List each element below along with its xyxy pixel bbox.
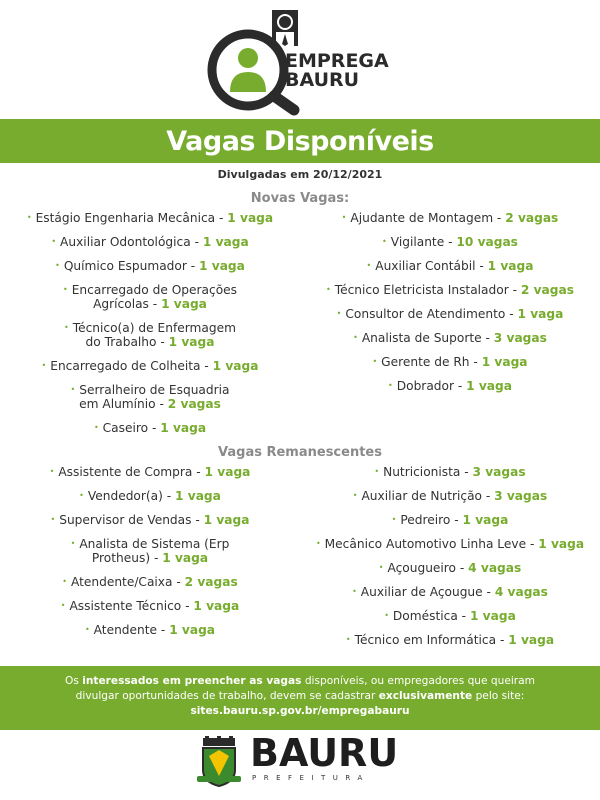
job-title: Analista de Suporte - <box>361 331 494 345</box>
title-banner <box>0 119 600 163</box>
job-item-line <box>300 331 600 345</box>
job-title: Analista de Sistema (Erp <box>79 537 230 551</box>
bullet-icon: • <box>62 285 68 294</box>
city-crest-icon <box>197 736 241 788</box>
job-title: Mecânico Automotivo Linha Leve - <box>324 537 539 551</box>
vacancy-count: 1 vaga <box>462 513 509 527</box>
bullet-icon: • <box>372 357 378 366</box>
job-title: Auxiliar de Açougue - <box>360 585 495 599</box>
job-title: Pedreiro - <box>400 513 463 527</box>
vacancy-count: 1 vaga <box>212 359 259 373</box>
job-item-line <box>300 585 600 599</box>
bullet-icon: • <box>366 261 372 270</box>
bullet-icon: • <box>345 635 351 644</box>
bullet-icon: • <box>79 491 84 500</box>
logo-line1: EMPREGA <box>285 50 389 72</box>
header <box>0 0 600 118</box>
job-title: Assistente Técnico - <box>69 599 194 613</box>
job-title: em Alumínio - <box>79 397 168 411</box>
job-item-line <box>0 623 300 637</box>
bullet-icon: • <box>341 213 347 222</box>
footer-url[interactable] <box>0 704 600 719</box>
vacancy-count: 2 vagas <box>505 211 559 225</box>
job-item-line <box>0 465 300 479</box>
vacancy-count: 1 vaga <box>162 551 209 565</box>
job-item-line <box>300 465 600 479</box>
job-title: Estágio Engenharia Mecânica - <box>35 211 228 225</box>
job-title: Atendente/Caixa - <box>70 575 185 589</box>
bullet-icon: • <box>352 491 358 500</box>
job-title: Doméstica - <box>392 609 470 623</box>
job-item-line <box>0 551 300 565</box>
bullet-icon: • <box>70 385 76 394</box>
job-item-line <box>300 561 600 575</box>
job-title: Dobrador - <box>396 379 467 393</box>
bullet-icon: • <box>391 515 397 524</box>
footer-line1 <box>0 674 600 689</box>
footer-notice <box>0 666 600 730</box>
bullet-icon: • <box>60 601 66 610</box>
footer-bold-text: interessados em preencher as vagas <box>82 675 302 687</box>
vacancy-count: 1 vaga <box>466 379 512 393</box>
job-item-line <box>0 513 300 527</box>
job-item-line <box>0 359 300 373</box>
bullet-icon: • <box>378 563 384 572</box>
job-item-line <box>300 537 600 551</box>
job-title: Gerente de Rh - <box>381 355 482 369</box>
bullet-icon: • <box>51 237 57 246</box>
logo-line2: BAURU <box>285 69 360 91</box>
job-title: Atendente - <box>93 623 170 637</box>
job-title: Vendedor(a) - <box>87 489 176 503</box>
job-title: Consultor de Atendimento - <box>345 307 518 321</box>
bullet-icon: • <box>55 261 60 270</box>
bullet-icon: • <box>388 381 393 390</box>
job-item-line <box>300 307 600 321</box>
logo-wordmark <box>285 52 389 90</box>
bullet-icon: • <box>50 515 56 524</box>
vacancy-count: 3 vagas <box>494 489 548 503</box>
job-title: Nutricionista - <box>383 465 473 479</box>
vacancy-count: 3 vagas <box>472 465 526 479</box>
job-title: Auxiliar Contábil - <box>375 259 488 273</box>
job-item-line <box>300 355 600 369</box>
job-item-line <box>0 489 300 503</box>
vacancy-count: 4 vagas <box>494 585 548 599</box>
vacancy-count: 1 vaga <box>203 513 250 527</box>
job-item-line <box>0 259 300 273</box>
remaining-jobs-title: Vagas Remanescentes <box>218 445 382 460</box>
job-title: Vigilante - <box>390 235 457 249</box>
job-item-line <box>300 379 600 393</box>
footer-text: disponíveis, ou empregadores que queiram <box>301 675 535 687</box>
job-title: Auxiliar Odontológica - <box>60 235 203 249</box>
bauru-wordmark: BAURU <box>250 731 399 775</box>
job-item-line <box>0 283 300 297</box>
vacancy-count: 3 vagas <box>493 331 547 345</box>
vacancy-count: 2 vagas <box>184 575 238 589</box>
job-title: Técnico em Informática - <box>354 633 509 647</box>
job-item-line <box>0 599 300 613</box>
vacancy-count: 1 vaga <box>160 421 207 435</box>
vacancy-count: 1 vaga <box>508 633 555 647</box>
page-title: Vagas Disponíveis <box>166 125 434 157</box>
vacancy-count: 2 vagas <box>167 397 221 411</box>
job-title: Assistente de Compra - <box>58 465 205 479</box>
vacancy-count: 1 vaga <box>169 623 216 637</box>
footer-text: pelo site: <box>472 690 525 702</box>
job-item-line <box>300 609 600 623</box>
footer-text: Os <box>65 675 83 687</box>
job-title: Encarregado de Colheita - <box>50 359 213 373</box>
job-title: Encarregado de Operações <box>71 283 238 297</box>
job-title: Açougueiro - <box>387 561 469 575</box>
bullet-icon: • <box>49 467 55 476</box>
footer-line2 <box>0 689 600 704</box>
job-item-line <box>300 211 600 225</box>
bullet-icon: • <box>336 309 342 318</box>
job-item-line <box>0 297 300 311</box>
bullet-icon: • <box>374 467 380 476</box>
job-item-line <box>0 235 300 249</box>
bullet-icon: • <box>93 423 99 432</box>
vacancy-count: 1 vaga <box>199 259 245 273</box>
bullet-icon: • <box>315 539 321 548</box>
vacancy-count: 1 vaga <box>517 307 564 321</box>
bullet-icon: • <box>353 333 358 342</box>
bullet-icon: • <box>84 625 90 634</box>
bullet-icon: • <box>382 237 387 246</box>
job-item-line <box>300 259 600 273</box>
job-title: Protheus) - <box>91 551 163 565</box>
job-item-line <box>300 235 600 249</box>
bullet-icon: • <box>64 323 69 332</box>
job-item-line <box>0 321 300 335</box>
job-title: Caseiro - <box>102 421 161 435</box>
job-item-line <box>300 283 600 297</box>
vacancy-count: 1 vaga <box>481 355 528 369</box>
vacancy-count: 1 vaga <box>161 297 207 311</box>
job-title: Serralheiro de Esquadria <box>79 383 230 397</box>
vacancy-count: 1 vaga <box>204 465 251 479</box>
prefeitura-label: PREFEITURA <box>252 774 370 782</box>
bullet-icon: • <box>384 611 389 620</box>
vacancy-count: 1 vaga <box>227 211 274 225</box>
job-item-line <box>0 335 300 349</box>
vacancy-count: 1 vaga <box>175 489 221 503</box>
job-title: Ajudante de Montagem - <box>350 211 506 225</box>
bullet-icon: • <box>26 213 32 222</box>
vacancy-count: 1 vaga <box>538 537 585 551</box>
vacancy-count: 1 vaga <box>202 235 249 249</box>
job-item-line <box>300 633 600 647</box>
site-link[interactable]: sites.bauru.sp.gov.br/empregabauru <box>190 705 410 717</box>
vacancy-count: 10 vagas <box>456 235 518 249</box>
vacancy-count: 1 vaga <box>469 609 516 623</box>
vacancy-count: 4 vagas <box>468 561 522 575</box>
vacancy-count: 1 vaga <box>168 335 215 349</box>
vacancy-count: 1 vaga <box>193 599 240 613</box>
job-title: Auxiliar de Nutrição - <box>361 489 495 503</box>
job-item-line <box>300 489 600 503</box>
footer-bold-text: exclusivamente <box>378 690 473 702</box>
job-item-line <box>0 397 300 411</box>
footer-text: divulgar oportunidades de trabalho, devem se cadastrar <box>75 690 379 702</box>
vacancy-count: 1 vaga <box>487 259 534 273</box>
job-item-line <box>300 513 600 527</box>
bullet-icon: • <box>62 577 67 586</box>
job-title: Técnico(a) de Enfermagem <box>72 321 236 335</box>
job-title: Supervisor de Vendas - <box>59 513 204 527</box>
publish-date: Divulgadas em 20/12/2021 <box>217 168 383 181</box>
job-item-line <box>0 383 300 397</box>
bullet-icon: • <box>326 285 331 294</box>
bullet-icon: • <box>70 539 76 548</box>
job-item-line <box>0 575 300 589</box>
vacancy-count: 2 vagas <box>520 283 574 297</box>
job-title: Técnico Eletricista Instalador - <box>334 283 521 297</box>
job-title: do Trabalho - <box>85 335 169 349</box>
job-title: Químico Espumador - <box>63 259 200 273</box>
job-item-line <box>0 537 300 551</box>
job-item-line <box>0 211 300 225</box>
job-item-line <box>0 421 300 435</box>
bullet-icon: • <box>352 587 357 596</box>
new-jobs-title: Novas Vagas: <box>250 191 350 206</box>
job-title: Agrícolas - <box>93 297 162 311</box>
bullet-icon: • <box>41 361 47 370</box>
